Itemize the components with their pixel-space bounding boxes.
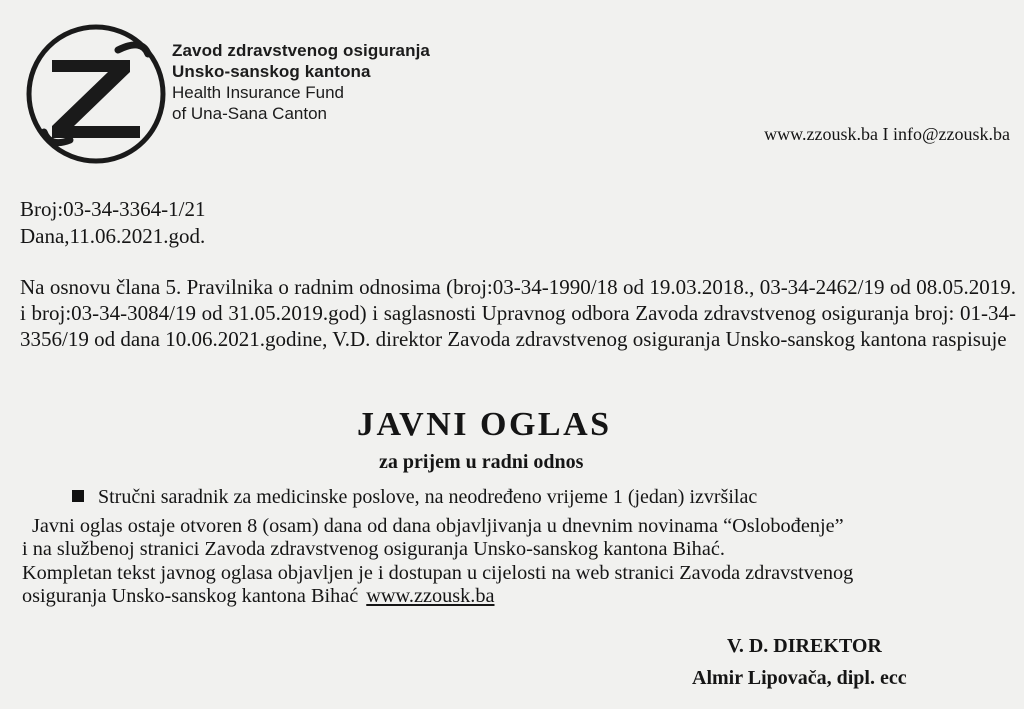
- position-text: Stručni saradnik za medicinske poslove, na neodređeno vrijeme 1 (jedan) izvršilac: [98, 486, 758, 508]
- body-line-2: i na službenoj stranici Zavoda zdravstvenog osiguranja Unsko-sanskog kantona Bihać.: [22, 538, 725, 561]
- org-name-en-line2: of Una-Sana Canton: [172, 104, 327, 123]
- body-line-3: Kompletan tekst javnog oglasa objavljen je i dostupan u cijelosti na web stranici Zavoda zdravstvenog: [22, 561, 854, 584]
- signature-title: V. D. DIREKTOR: [727, 635, 882, 657]
- body-line-1: Javni oglas ostaje otvoren 8 (osam) dana od dana objavljivanja u dnevnim novinama “Oslobođenje”: [32, 515, 844, 537]
- organization-name-block: [172, 40, 430, 124]
- body-line-4-text: osiguranja Unsko-sanskog kantona Bihać: [22, 585, 359, 608]
- z-circle-logo-icon: [22, 20, 170, 168]
- website-link[interactable]: www.zzousk.ba: [366, 585, 495, 608]
- announcement-title: JAVNI OGLAS: [357, 406, 612, 443]
- org-name-line1: Zavod zdravstvenog osiguranja: [172, 41, 430, 60]
- org-name-en-line1: Health Insurance Fund: [172, 83, 344, 102]
- square-bullet-icon: [72, 490, 84, 502]
- signature-name: Almir Lipovača, dipl. ecc: [692, 667, 907, 689]
- org-name-line2: Unsko-sanskog kantona: [172, 62, 371, 81]
- intro-paragraph: Na osnovu člana 5. Pravilnika o radnim odnosima (broj:03-34-1990/18 od 19.03.2018., 03-34-2462/19 od 08.05.2019. i broj:03-34-3084/19 od 31.05.2019.god) i saglasnosti Upravnog odbora Zavoda zdravstvenog osiguranja broj: 01-34-3356/19 od dana 10.06.2021.godine, V.D. direktor Zavoda zdravstvenog osiguranja Unsko-sanskog kantona raspisuje: [20, 275, 1016, 351]
- reference-number: Broj:03-34-3364-1/21: [20, 197, 206, 221]
- body-line-4: [22, 585, 1022, 608]
- contact-info: www.zzousk.ba I info@zzousk.ba: [764, 124, 1010, 144]
- announcement-subtitle: za prijem u radni odnos: [379, 451, 584, 473]
- reference-date: Dana,11.06.2021.god.: [20, 224, 206, 248]
- announcement-body: [22, 515, 1022, 609]
- reference-block: [20, 196, 205, 250]
- position-item: [72, 486, 757, 509]
